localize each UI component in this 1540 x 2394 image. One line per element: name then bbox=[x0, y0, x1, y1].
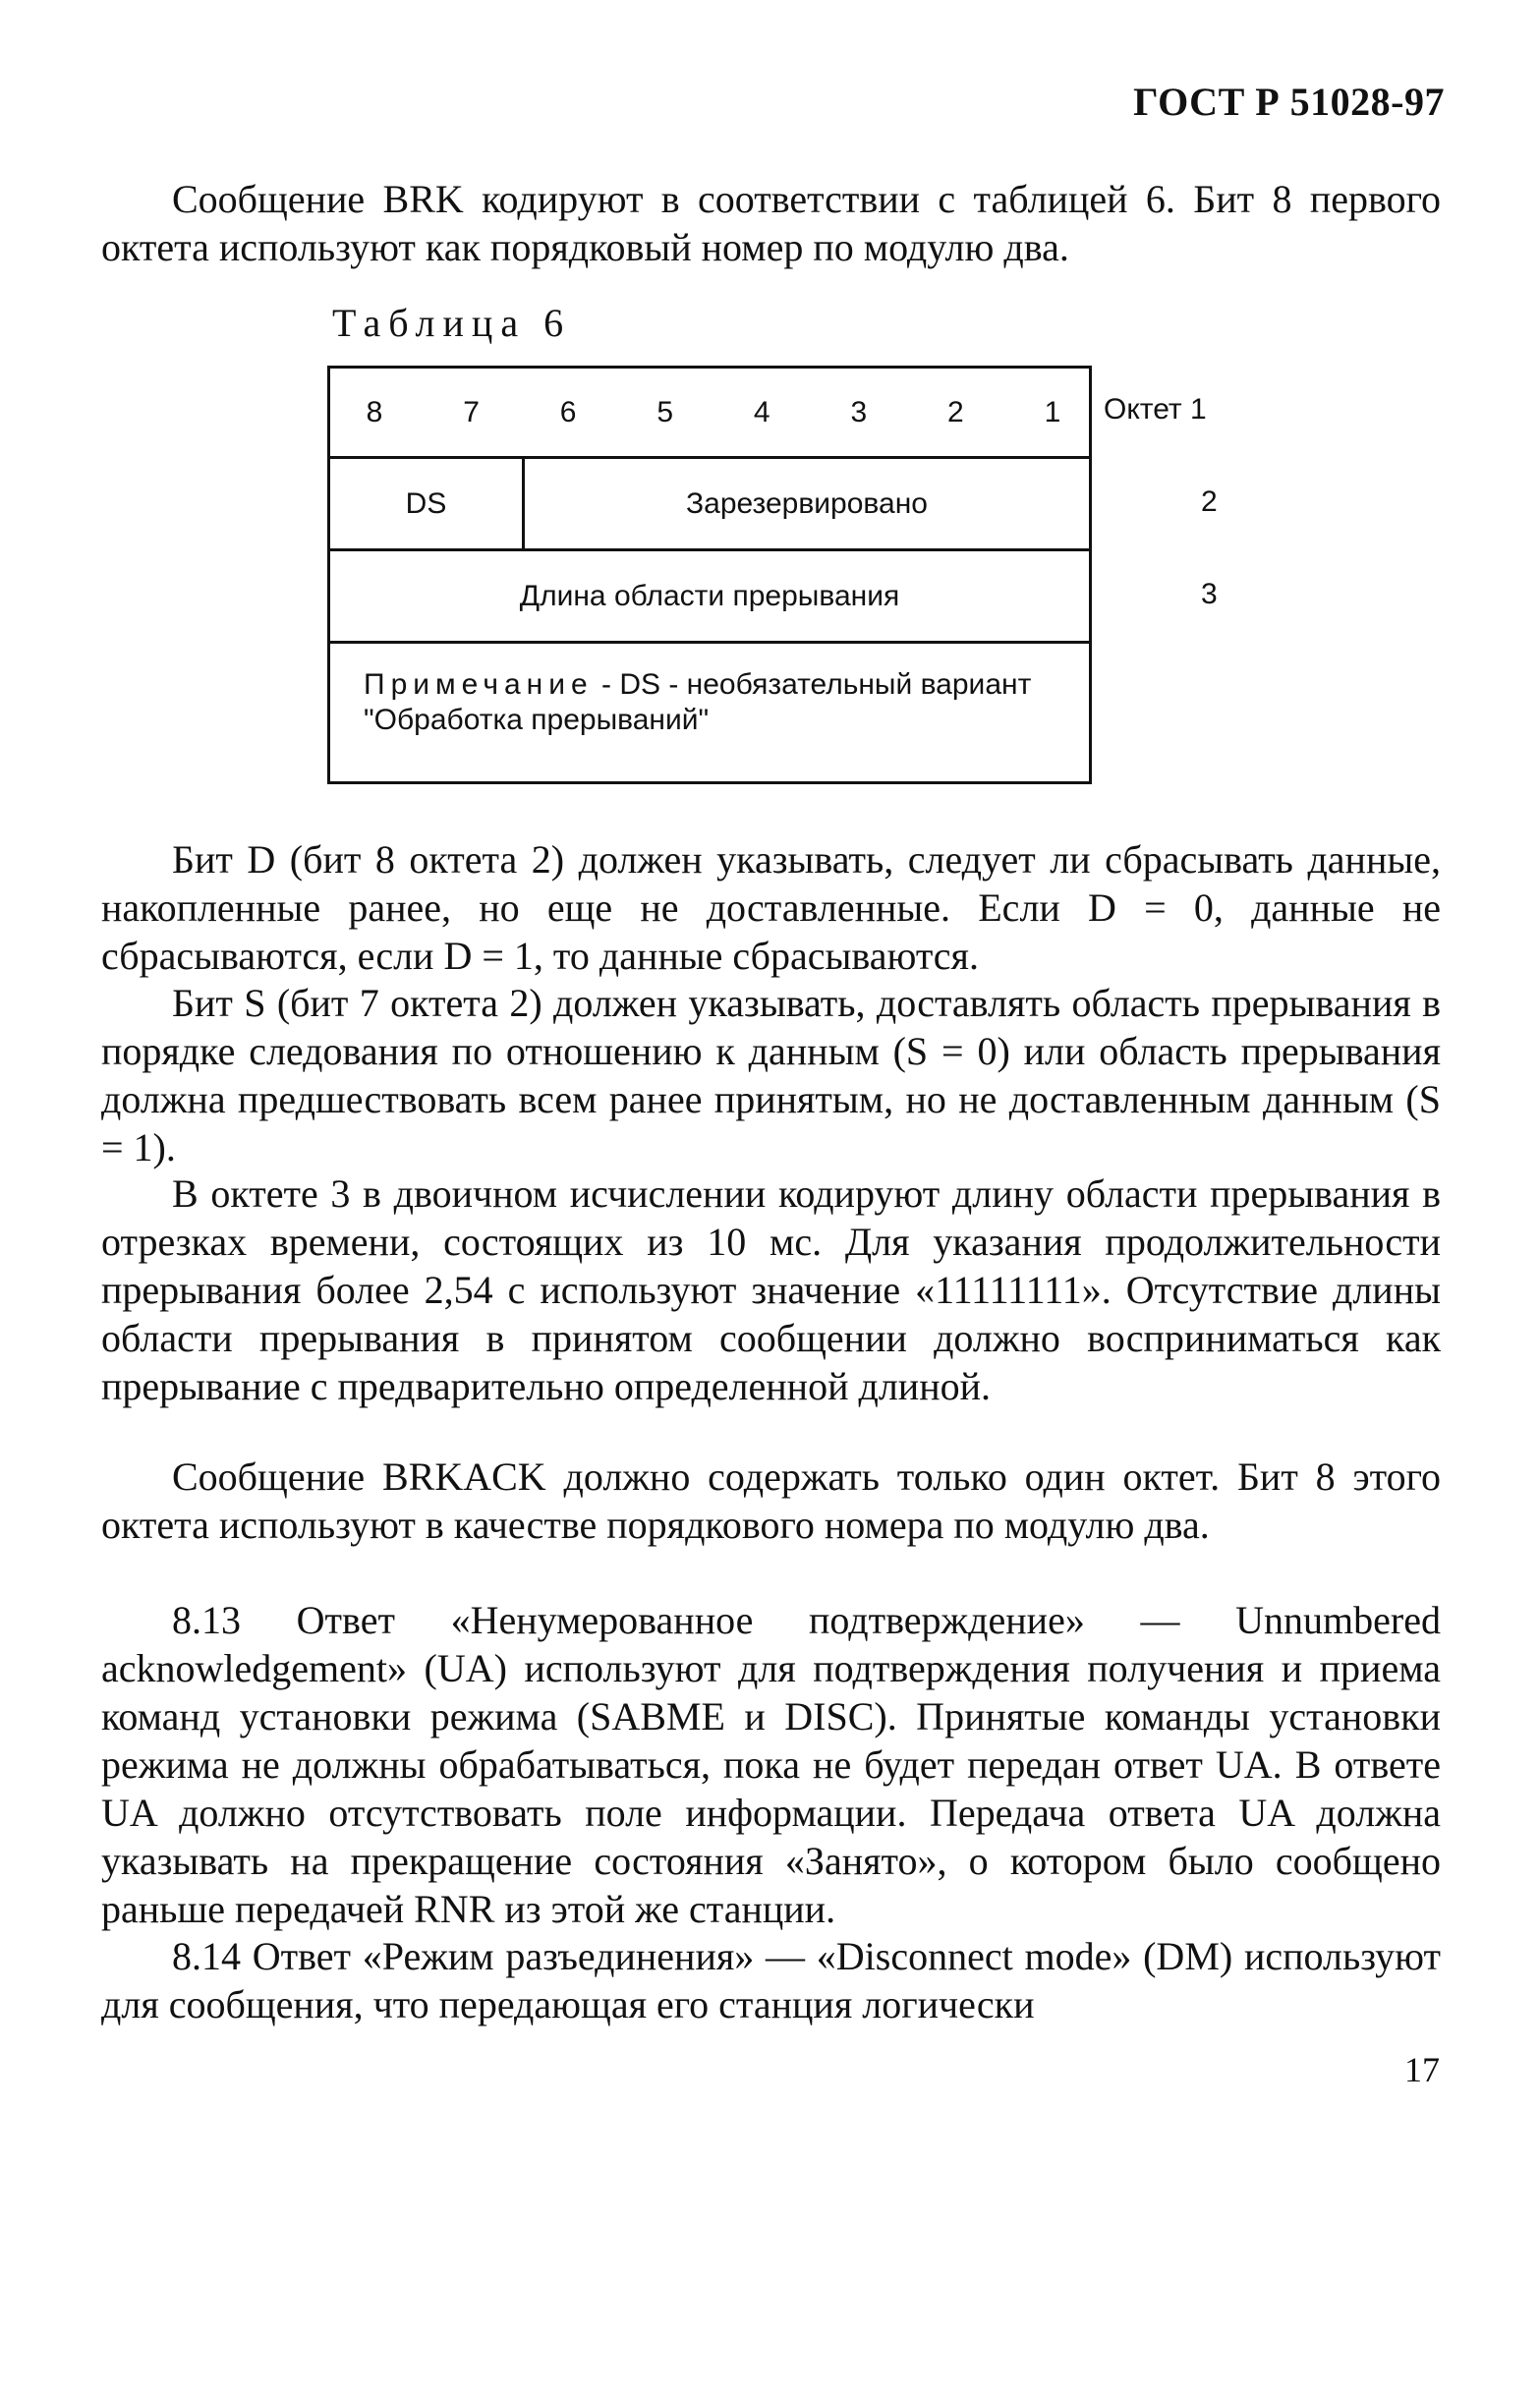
bit-label: 4 bbox=[753, 395, 770, 428]
octet-label-2: 2 bbox=[1201, 485, 1218, 518]
bit-label: 3 bbox=[850, 395, 868, 428]
bit-label: 5 bbox=[656, 395, 674, 428]
table-row-octet-3 bbox=[330, 551, 1089, 644]
octet-label-3: 3 bbox=[1201, 578, 1218, 610]
paragraph-brkack: Сообщение BRKACK должно содержать только один октет. Бит 8 этого октета используют в качестве порядкового номера по модулю два. bbox=[101, 1454, 1441, 1547]
table-note bbox=[330, 644, 1089, 738]
note-text: - DS - необязательный вариант "Обработка прерываний" bbox=[364, 668, 1032, 736]
bit-label: 8 bbox=[366, 395, 383, 428]
brk-format-table bbox=[327, 366, 1092, 784]
bit-label: 6 bbox=[559, 395, 577, 428]
paragraph-bit-d: Бит D (бит 8 октета 2) должен указывать, следует ли сбрасывать данные, накопленные ранее, но еще не доставленные. Если D = 0, данные не сбрасываются, если D = 1, то данные сбрасываются. bbox=[101, 837, 1441, 978]
note-label: Примечание bbox=[364, 668, 594, 701]
bit-label: 7 bbox=[463, 395, 480, 428]
octet-label-1: Октет 1 bbox=[1104, 393, 1207, 426]
paragraph-8-13: 8.13 Ответ «Ненумерованное подтверждение» — Unnumbered acknowledgement» (UA) используют для подтверждения получения и приема команд установки режима (SABME и DISC). Принятые команды установки режима не должны обрабатываться, пока не будет передан ответ UA. В ответе UA должно отсутствовать поле информации. Передача ответа UA должна указывать на прекращение состояния «Занято», о котором было сообщено раньше передачей RNR из этой же станции. bbox=[101, 1598, 1441, 1931]
bit-label: 1 bbox=[1044, 395, 1061, 428]
table-note-row bbox=[330, 644, 1089, 781]
table-row-bits bbox=[330, 369, 1089, 459]
ds-cell: DS bbox=[330, 459, 525, 548]
paragraph-bit-s: Бит S (бит 7 октета 2) должен указывать, доставлять область прерывания в порядке следования по отношению к данным (S = 0) или область прерывания должна предшествовать всем ранее принятым, но не доставленным данным (S = 1). bbox=[101, 981, 1441, 1169]
bit-label: 2 bbox=[947, 395, 964, 428]
page-number: 17 bbox=[1404, 2050, 1440, 2089]
table-row-octet-2 bbox=[330, 459, 1089, 551]
paragraph-octet-3: В октете 3 в двоичном исчислении кодируют длину области прерывания в отрезках времени, состоящих из 10 мс. Для указания продолжительности прерывания более 2,54 с используют значение «11111111». Отсутствие длины области прерывания в принятом сообщении должно восприниматься как прерывание с предварительно определенной длиной. bbox=[101, 1171, 1441, 1408]
table-caption: Таблица 6 bbox=[332, 301, 572, 345]
length-cell: Длина области прерывания bbox=[519, 579, 900, 612]
reserved-cell: Зарезервировано bbox=[686, 486, 928, 520]
document-header: ГОСТ Р 51028-97 bbox=[1133, 80, 1445, 124]
intro-paragraph: Сообщение BRK кодируют в соответствии с таблицей 6. Бит 8 первого октета используют как порядковый номер по модулю два. bbox=[101, 177, 1441, 269]
paragraph-8-14: 8.14 Ответ «Режим разъединения» — «Disconnect mode» (DM) используют для сообщения, что передающая его станция логически bbox=[101, 1934, 1441, 2026]
